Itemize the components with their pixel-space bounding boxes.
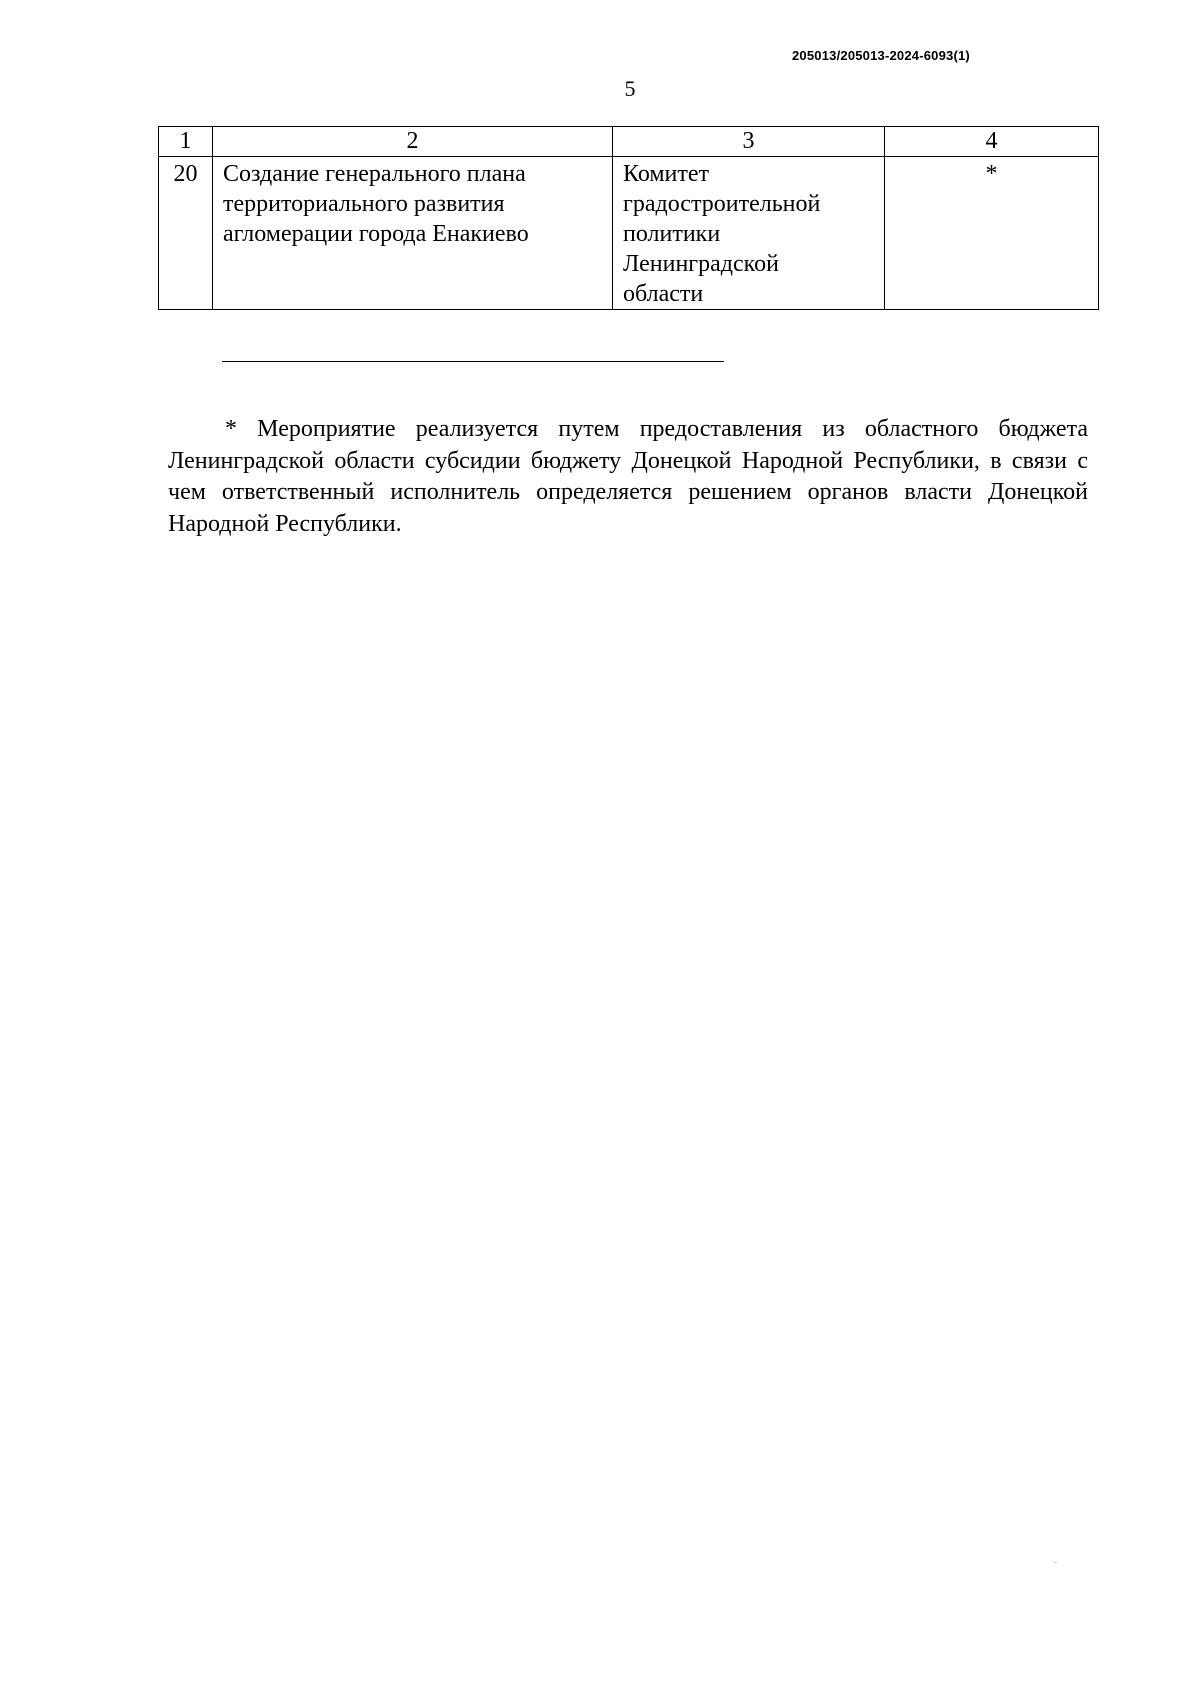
footnote-text: * Мероприятие реализуется путем предоставления из областного бюджета Ленинградской области субсидии бюджету Донецкой Народной Республики, в связи с чем ответственный исполнитель определяется решением органов власти Донецкой Народной Республики.: [168, 416, 1088, 537]
document-id: 205013/205013-2024-6093(1): [792, 48, 970, 63]
table-row: [159, 157, 1099, 310]
executor-line: градостроительной: [623, 191, 821, 217]
activity-line: территориального развития: [223, 191, 505, 217]
executor-cell: [613, 157, 885, 310]
table-header-row: [159, 127, 1099, 157]
scan-speck: [1054, 1562, 1057, 1563]
column-header-4: 4: [885, 127, 1099, 157]
footnote-separator: [222, 361, 724, 362]
executor-line: политики: [623, 221, 721, 247]
row-number: 20: [159, 157, 213, 310]
page-number: 5: [624, 76, 636, 101]
note-marker-cell: *: [885, 157, 1099, 310]
executor-line: Комитет: [623, 161, 710, 187]
activity-line: Создание генерального плана: [223, 161, 526, 187]
column-header-2: 2: [213, 127, 613, 157]
executor-line: Ленинградской: [623, 251, 779, 277]
activity-cell: [213, 157, 613, 310]
activity-line: агломерации города Енакиево: [223, 221, 529, 247]
column-header-1: 1: [159, 127, 213, 157]
column-header-3: 3: [613, 127, 885, 157]
activities-table: [158, 126, 1099, 310]
executor-line: области: [623, 281, 704, 307]
